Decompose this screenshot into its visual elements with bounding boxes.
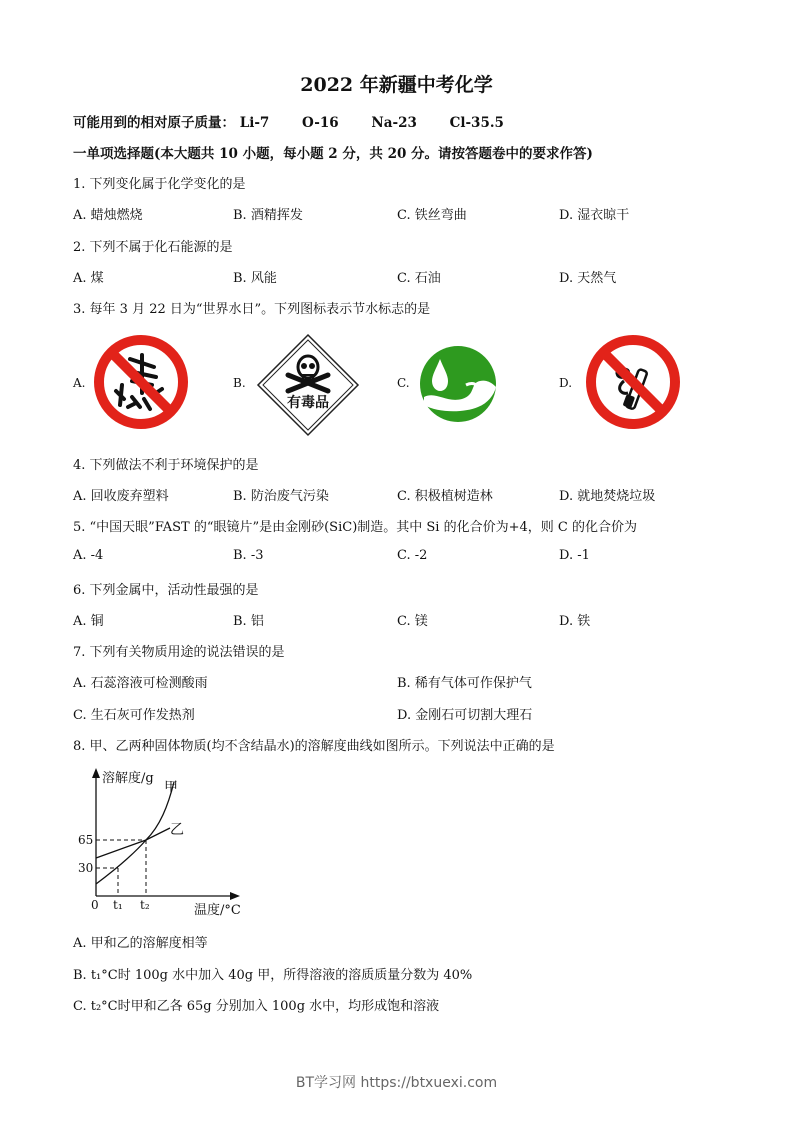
q3-option-d[interactable]: D. bbox=[559, 376, 573, 390]
q7-option-d[interactable]: D. 金刚石可切割大理石 bbox=[397, 708, 533, 723]
footer-watermark: BT学习网 https://btxuexi.com bbox=[295, 1075, 498, 1091]
y-tick-65: 65 bbox=[78, 833, 94, 847]
series-label-jia: 甲 bbox=[164, 780, 178, 796]
no-logging-sign-icon[interactable] bbox=[92, 333, 190, 431]
q8-option-a[interactable]: A. 甲和乙的溶解度相等 bbox=[73, 936, 208, 951]
curve-jia bbox=[96, 782, 174, 884]
series-label-yi: 乙 bbox=[170, 822, 184, 838]
q2-option-a[interactable]: A. 煤 bbox=[73, 271, 104, 286]
toxic-substance-sign-icon[interactable] bbox=[256, 333, 360, 437]
atomic-mass-item: Cl-35.5 bbox=[449, 115, 504, 131]
q5-option-c[interactable]: C. -2 bbox=[397, 548, 428, 563]
q6-option-a[interactable]: A. 铜 bbox=[73, 614, 104, 629]
solubility-chart bbox=[72, 764, 252, 920]
q6-option-c[interactable]: C. 镁 bbox=[397, 614, 428, 629]
q4-option-d[interactable]: D. 就地焚烧垃圾 bbox=[559, 489, 656, 504]
q2-option-b[interactable]: B. 风能 bbox=[233, 271, 277, 286]
y-axis-label: 溶解度/g bbox=[102, 771, 154, 786]
q4-option-c[interactable]: C. 积极植树造林 bbox=[397, 489, 493, 504]
q3-option-a[interactable]: A. bbox=[73, 376, 86, 390]
x-axis-label: 温度/°C bbox=[194, 903, 241, 918]
q5-option-a[interactable]: A. -4 bbox=[73, 548, 104, 563]
atomic-mass-item: Na-23 bbox=[371, 115, 417, 131]
q2-option-c[interactable]: C. 石油 bbox=[397, 271, 441, 286]
no-smoking-sign-icon[interactable] bbox=[584, 333, 682, 431]
q5-option-b[interactable]: B. -3 bbox=[233, 548, 264, 563]
toxic-label: 有毒品 bbox=[287, 395, 329, 411]
q8-option-c[interactable]: C. t₂°C时甲和乙各 65g 分别加入 100g 水中，均形成饱和溶液 bbox=[73, 999, 440, 1014]
q6-option-b[interactable]: B. 铝 bbox=[233, 614, 264, 629]
question-3-stem: 3. 每年 3 月 22 日为“世界水日”。下列图标表示节水标志的是 bbox=[73, 302, 431, 317]
question-8-stem: 8. 甲、乙两种固体物质(均不含结晶水)的溶解度曲线如图所示。下列说法中正确的是 bbox=[73, 739, 555, 754]
q7-option-a[interactable]: A. 石蕊溶液可检测酸雨 bbox=[73, 676, 208, 691]
q4-option-a[interactable]: A. 回收废弃塑料 bbox=[73, 489, 169, 504]
q1-option-a[interactable]: A. 蜡烛燃烧 bbox=[73, 208, 143, 223]
atomic-mass-item: Li-7 bbox=[239, 115, 270, 131]
atomic-mass-label: 可能用到的相对原子质量： bbox=[73, 115, 235, 131]
q6-option-d[interactable]: D. 铁 bbox=[559, 614, 591, 629]
x-tick-t1: t₁ bbox=[113, 898, 123, 912]
atomic-mass-item: O-16 bbox=[302, 115, 339, 131]
q4-option-b[interactable]: B. 防治废气污染 bbox=[233, 489, 329, 504]
q1-option-d[interactable]: D. 湿衣晾干 bbox=[559, 208, 630, 223]
q3-option-c[interactable]: C. bbox=[397, 376, 410, 390]
q7-option-c[interactable]: C. 生石灰可作发热剂 bbox=[73, 708, 195, 723]
page-title: 2022 年新疆中考化学 bbox=[300, 74, 493, 96]
x-tick-t2: t₂ bbox=[140, 898, 150, 912]
question-1-stem: 1. 下列变化属于化学变化的是 bbox=[73, 177, 246, 192]
atomic-mass-line bbox=[73, 111, 532, 131]
q8-option-b[interactable]: B. t₁°C时 100g 水中加入 40g 甲，所得溶液的溶质质量分数为 40% bbox=[73, 968, 473, 983]
y-tick-30: 30 bbox=[78, 861, 94, 875]
question-4-stem: 4. 下列做法不利于环境保护的是 bbox=[73, 458, 259, 473]
q1-option-c[interactable]: C. 铁丝弯曲 bbox=[397, 208, 467, 223]
q2-option-d[interactable]: D. 天然气 bbox=[559, 271, 617, 286]
q7-option-b[interactable]: B. 稀有气体可作保护气 bbox=[397, 676, 532, 691]
question-5-stem: 5. “中国天眼”FAST 的“眼镜片”是由金刚砂(SiC)制造。其中 Si 的化合价为+4，则 C 的化合价为 bbox=[73, 520, 637, 535]
question-6-stem: 6. 下列金属中，活动性最强的是 bbox=[73, 583, 259, 598]
q5-option-d[interactable]: D. -1 bbox=[559, 548, 590, 563]
water-saving-sign-icon[interactable] bbox=[418, 345, 498, 423]
question-2-stem: 2. 下列不属于化石能源的是 bbox=[73, 240, 233, 255]
q3-option-b[interactable]: B. bbox=[233, 376, 246, 390]
x-tick-0: 0 bbox=[91, 898, 99, 912]
question-7-stem: 7. 下列有关物质用途的说法错误的是 bbox=[73, 645, 285, 660]
q1-option-b[interactable]: B. 酒精挥发 bbox=[233, 208, 303, 223]
section-heading: 一单项选择题(本大题共 10 小题，每小题 2 分，共 20 分。请按答题卷中的要求作答) bbox=[73, 146, 593, 162]
